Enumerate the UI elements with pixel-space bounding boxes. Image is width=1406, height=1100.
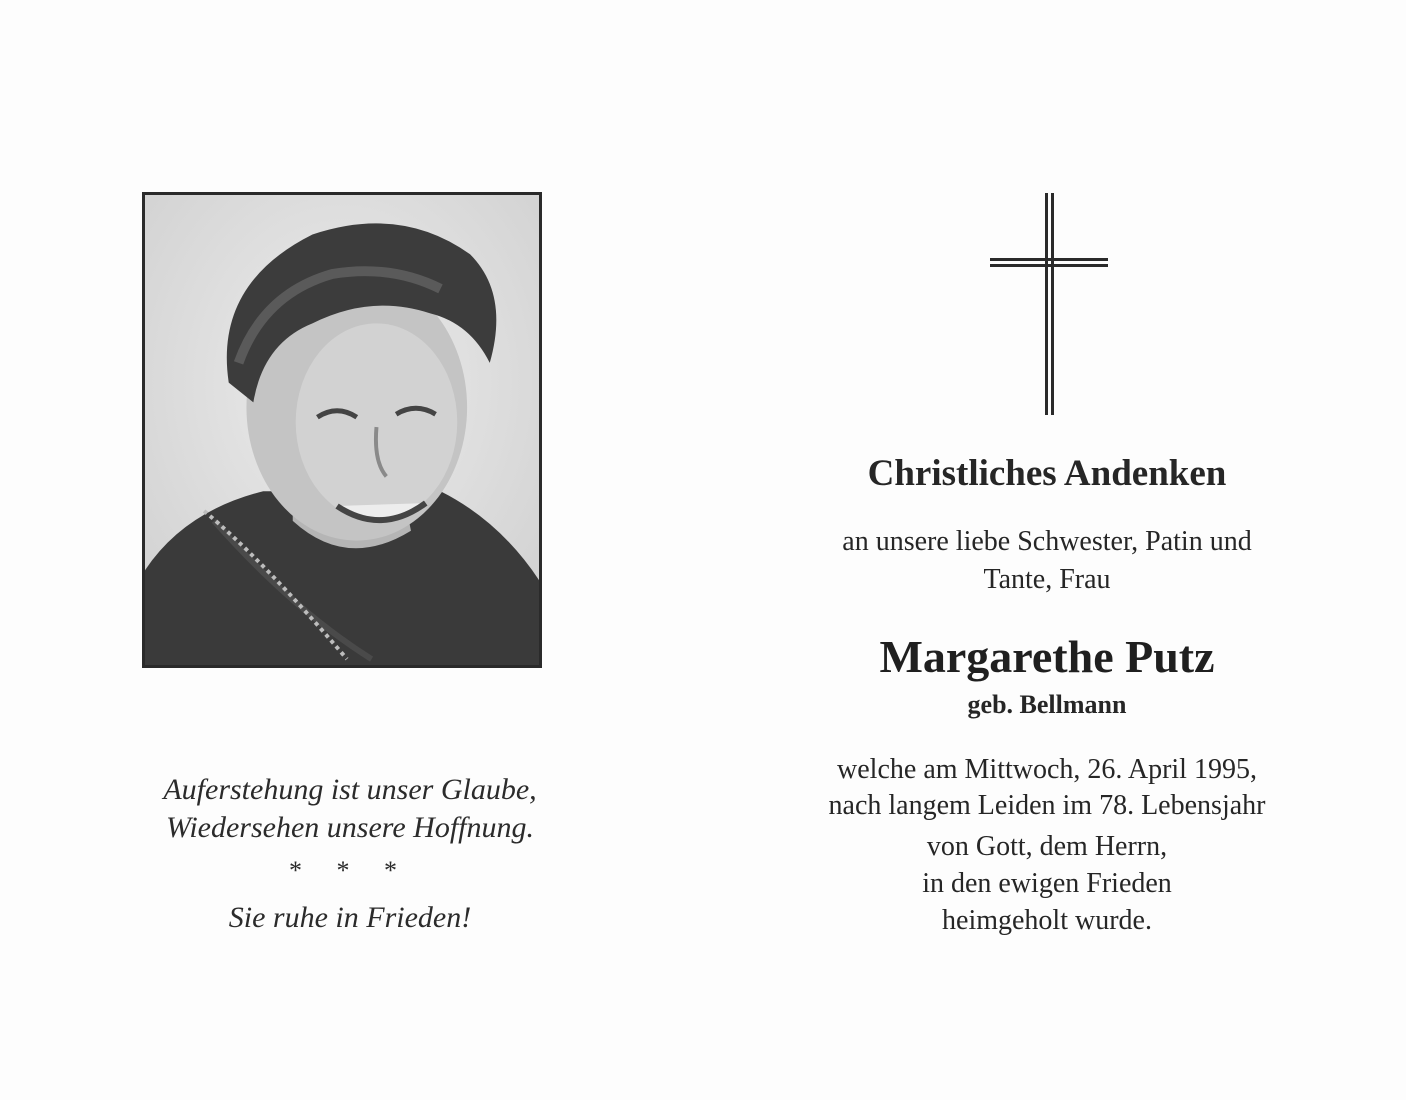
verse-separator: * * * xyxy=(289,856,411,885)
portrait-photo xyxy=(142,192,542,668)
body-line-4: in den ewigen Frieden xyxy=(922,868,1172,899)
closing-line: Sie ruhe in Frieden! xyxy=(228,901,472,934)
portrait-illustration xyxy=(145,195,539,665)
body-line-1: welche am Mittwoch, 26. April 1995, xyxy=(837,754,1257,785)
card-heading: Christliches Andenken xyxy=(867,453,1227,494)
verse-line-2: Wiedersehen unsere Hoffnung. xyxy=(166,811,534,844)
verse-line-1: Auferstehung ist unser Glaube, xyxy=(163,773,537,806)
body-line-5: heimgeholt wurde. xyxy=(942,905,1152,936)
cross-icon xyxy=(990,193,1108,415)
intro-line-2: Tante, Frau xyxy=(983,564,1111,595)
body-line-3: von Gott, dem Herrn, xyxy=(926,831,1168,862)
maiden-name: geb. Bellmann xyxy=(967,690,1127,719)
body-line-2: nach langem Leiden im 78. Lebensjahr xyxy=(828,790,1266,821)
intro-line-1: an unsere liebe Schwester, Patin und xyxy=(842,526,1252,557)
deceased-name: Margarethe Putz xyxy=(879,631,1215,682)
